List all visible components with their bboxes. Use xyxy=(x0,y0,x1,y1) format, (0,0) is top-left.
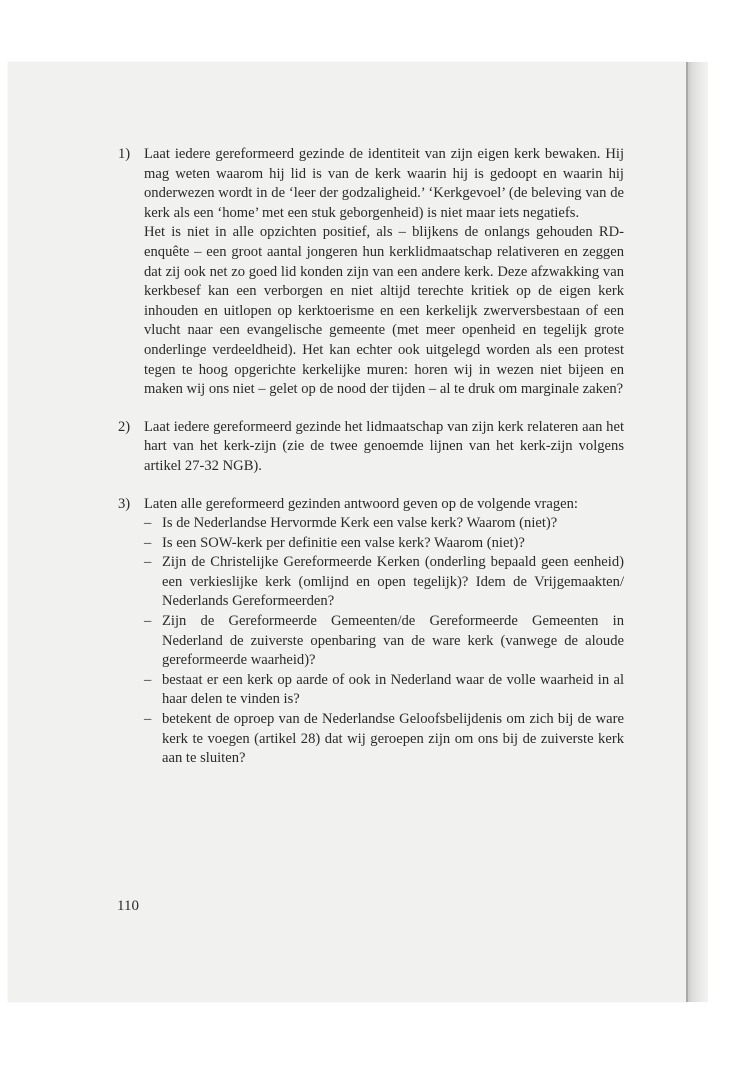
dash-bullet: – xyxy=(144,534,152,551)
question-list xyxy=(144,514,624,769)
list-item-1 xyxy=(118,145,624,400)
item-number: 2) xyxy=(118,418,131,435)
question-item xyxy=(144,710,624,769)
item-number: 3) xyxy=(118,495,131,512)
page-text xyxy=(118,145,624,787)
list-item-3 xyxy=(118,495,624,769)
question-item xyxy=(144,671,624,710)
dash-bullet: – xyxy=(144,613,152,630)
question-text: Is een SOW-kerk per definitie een valse kerk? Waarom (niet)? xyxy=(162,534,525,551)
question-item xyxy=(144,534,624,554)
question-text: bestaat er een kerk op aarde of ook in Nederland waar de volle waarheid in al haar delen te vinden is? xyxy=(162,671,624,708)
dash-bullet: – xyxy=(144,515,152,532)
question-item xyxy=(144,612,624,671)
dash-bullet: – xyxy=(144,554,152,571)
question-item xyxy=(144,514,624,534)
paragraph: Het is niet in alle opzichten positief, als – blijkens de onlangs gehouden RD-enquête – een groot aantal jongeren hun kerklidmaatschap relativeren en zeggen dat zij ook net zo goed lid konden zijn van een andere kerk. Deze afzwakking van kerkbesef kan een verborgen en niet altijd terechte kritiek op de eigen kerk inhouden en uitlopen op kerktoerisme en een kerkelijk zwerversbestaan of een vlucht naar een evangelische gemeente (met meer openheid en tegelijk grote onderlinge verdeeldheid). Het kan echter ook uitgelegd worden als een protest tegen te hoog opgerichte kerkelijke muren: horen wij in wezen niet bijeen en maken wij ons niet – gelet op de nood der tijden – al te druk om marginale zaken? xyxy=(144,224,624,398)
question-text: Is de Nederlandse Hervormde Kerk een valse kerk? Waarom (niet)? xyxy=(162,515,558,532)
item-number: 1) xyxy=(118,146,131,162)
page-number: 110 xyxy=(117,898,139,914)
paragraph: Laten alle gereformeerd gezinden antwoord geven op de volgende vragen: xyxy=(144,495,578,512)
question-text: betekent de oproep van de Nederlandse Geloofsbelijdenis om zich bij de ware kerk te voegen (artikel 28) dat wij geroepen zijn om ons bij de zuiverste kerk aan te sluiten? xyxy=(162,711,624,767)
question-item xyxy=(144,553,624,612)
paragraph: Laat iedere gereformeerd gezinde het lidmaatschap van zijn kerk relateren aan het hart van het kerk-zijn (zie de twee genoemde lijnen van het kerk-zijn volgens artikel 27-32 NGB). xyxy=(144,418,624,474)
dash-bullet: – xyxy=(144,711,152,728)
paragraph: Laat iedere gereformeerd gezinde de identiteit van zijn eigen kerk bewaken. Hij mag weten waarom hij lid is van de kerk waarin hij is gedoopt en waarin hij onderwezen wordt in de ‘leer der godzaligheid.’ ‘Kerkgevoel’ (de beleving van de kerk als een ‘home’ met een stuk geborgenheid) is niet maar iets negatiefs. xyxy=(144,146,624,221)
list-item-2 xyxy=(118,418,624,477)
page-edge-shadow xyxy=(688,62,708,1002)
question-text: Zijn de Gereformeerde Gemeenten/de Gereformeerde Gemeenten in Nederland de zuiverste openbaring van de ware kerk (vanwege de aloude gereformeerde waarheid)? xyxy=(162,613,624,669)
question-text: Zijn de Christelijke Gereformeerde Kerken (onderling bepaald geen eenheid) een verkieslijke kerk (omlijnd en open tegelijk)? Idem de Vrijgemaakten/ Nederlands Gereformeerden? xyxy=(162,554,624,610)
dash-bullet: – xyxy=(144,671,152,688)
